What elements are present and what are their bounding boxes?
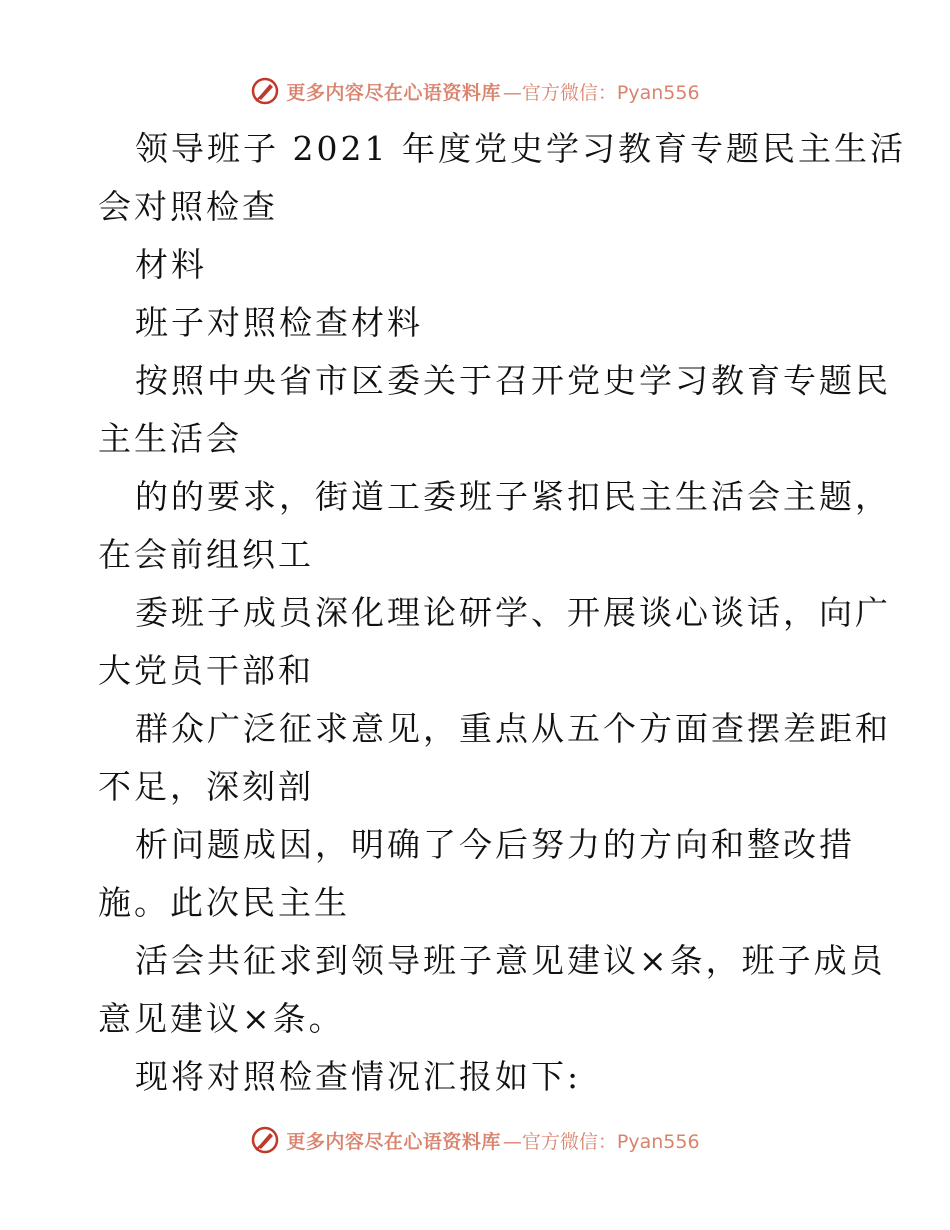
watermark-sub-text: —官方微信：Pyan556 xyxy=(502,1130,700,1153)
watermark-main-text: 更多内容尽在心语资料库 xyxy=(286,1130,501,1153)
watermark-main-text: 更多内容尽在心语资料库 xyxy=(286,81,501,104)
text-line: 大党员干部和 xyxy=(98,651,314,690)
text-line: 不足，深刻剖 xyxy=(98,767,314,806)
document-body xyxy=(98,120,906,1106)
text-line: 的的要求，街道工委班子紧扣民主生活会主题， xyxy=(135,477,891,516)
text-line: 析问题成因，明确了今后努力的方向和整改措 xyxy=(135,825,855,864)
watermark-sub-text: —官方微信：Pyan556 xyxy=(502,81,700,104)
text-line: 施。此次民主生 xyxy=(98,883,350,922)
text-line: 意见建议×条。 xyxy=(98,999,345,1038)
text-line: 在会前组织工 xyxy=(98,535,314,574)
watermark-footer xyxy=(0,1120,950,1160)
quill-logo-icon xyxy=(250,1125,280,1155)
text-line: 班子对照检查材料 xyxy=(135,303,423,342)
text-line: 委班子成员深化理论研学、开展谈心谈话，向广 xyxy=(135,593,891,632)
text-line: 材料 xyxy=(135,245,207,284)
watermark-header xyxy=(0,71,950,111)
text-line: 群众广泛征求意见，重点从五个方面查摆差距和 xyxy=(135,709,891,748)
text-line: 现将对照检查情况汇报如下: xyxy=(135,1057,582,1096)
text-line: 领导班子 2021 年度党史学习教育专题民主生活 xyxy=(135,129,906,168)
text-line: 主生活会 xyxy=(98,419,242,458)
text-line: 按照中央省市区委关于召开党史学习教育专题民 xyxy=(135,361,891,400)
text-line: 活会共征求到领导班子意见建议×条，班子成员 xyxy=(135,941,886,980)
text-line: 会对照检查 xyxy=(98,187,278,226)
quill-logo-icon xyxy=(250,76,280,106)
